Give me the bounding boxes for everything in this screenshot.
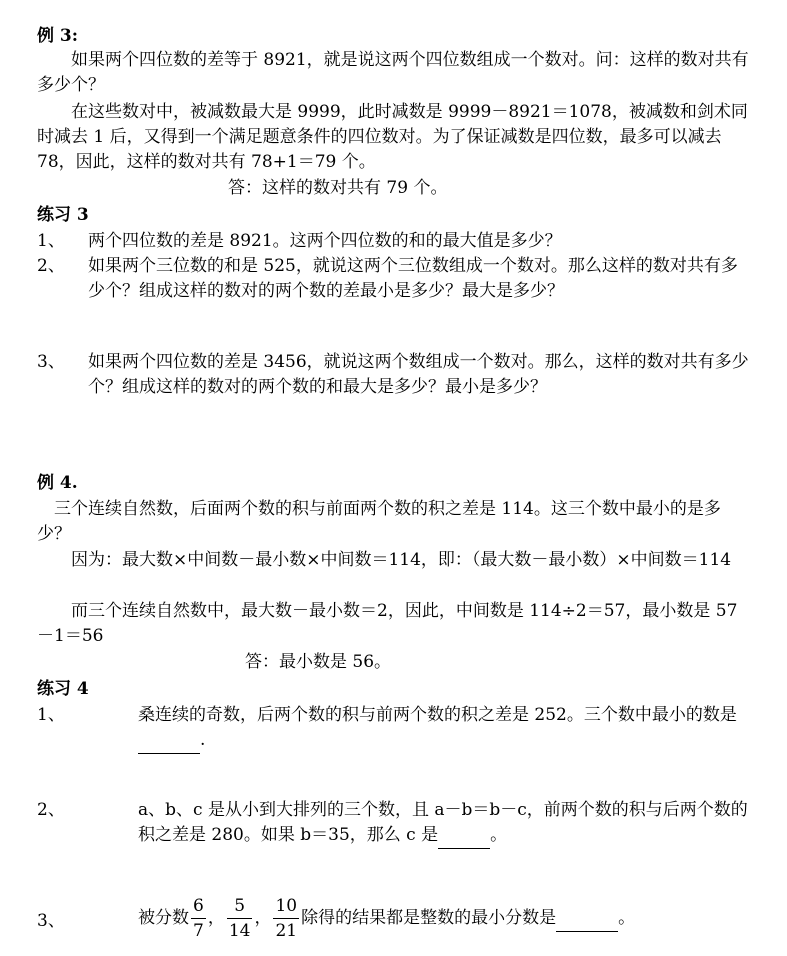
answer-blank[interactable] — [138, 728, 200, 754]
item-tail: 。 — [490, 825, 508, 845]
example-4-question: 三个连续自然数，后面两个数的积与前面两个数的积之差是 114。这三个数中最小的是多少？ — [37, 499, 721, 544]
separator: ， — [207, 908, 225, 928]
example-4-title: 例 4. — [37, 473, 78, 493]
item-suffix: 除得的结果都是整数的最小分数是 — [301, 908, 557, 928]
answer-blank[interactable] — [438, 823, 490, 849]
item-number: 2、 — [37, 256, 65, 276]
item-number: 3、 — [37, 352, 65, 372]
fraction-3 — [273, 894, 299, 943]
example-4-reason: 因为：最大数×中间数－最小数×中间数＝114，即：（最大数－最小数）×中间数＝114 — [71, 550, 732, 570]
practice-4-title: 练习 4 — [37, 679, 89, 699]
item-number: 1、 — [37, 231, 65, 251]
denominator: 14 — [228, 921, 251, 941]
example-3-title: 例 3: — [37, 26, 79, 46]
answer-blank[interactable] — [556, 906, 618, 932]
item-tail: 。 — [618, 908, 636, 928]
item-number: 2、 — [37, 800, 65, 820]
practice-4-item-3 — [37, 894, 750, 950]
numerator: 5 — [227, 894, 253, 919]
example-3-answer: 答：这样的数对共有 79 个。 — [228, 178, 448, 198]
example-4-solution: 而三个连续自然数中，最大数－最小数＝2，因此，中间数是 114÷2＝57，最小数是 57－1＝56 — [37, 601, 738, 646]
item-number: 3、 — [37, 911, 65, 931]
practice-3-item-2 — [37, 254, 750, 304]
denominator: 7 — [193, 921, 204, 941]
item-text: 如果两个四位数的差是 3456，就说这两个数组成一个数对。那么，这样的数对共有多少个？组成这样的数对的两个数的和最大是多少？最小是多少？ — [88, 352, 749, 397]
example-3-question: 如果两个四位数的差等于 8921，就是说这两个四位数组成一个数对。问：这样的数对共有多少个？ — [37, 50, 749, 95]
practice-4-item-2 — [37, 798, 750, 849]
numerator: 6 — [191, 894, 206, 919]
fraction-2 — [227, 894, 253, 943]
item-text: 两个四位数的差是 8921。这两个四位数的和的最大值是多少？ — [88, 231, 562, 251]
fraction-1 — [191, 894, 206, 943]
practice-3-item-3 — [37, 350, 750, 400]
item-body — [138, 703, 750, 754]
item-prefix: 被分数 — [138, 908, 189, 928]
example-3-solution: 在这些数对中，被减数最大是 9999，此时减数是 9999－8921＝1078，被减数和剑术同时减去 1 后，又得到一个满足题意条件的四位数对。为了保证减数是四位数，最多可以减去 78，因此，这样的数对共有 78+1＝79 个。 — [37, 102, 748, 172]
item-text: 如果两个三位数的和是 525，就说这两个三位数组成一个数对。那么这样的数对共有多少个？组成这样的数对的两个数的差最小是多少？最大是多少？ — [88, 256, 738, 301]
item-tail: . — [200, 730, 206, 750]
item-text: 桑连续的奇数，后两个数的积与前两个数的积之差是 252。三个数中最小的数是 — [138, 705, 737, 725]
separator: ， — [254, 908, 272, 928]
item-body — [138, 894, 750, 943]
item-body — [138, 798, 750, 849]
denominator: 21 — [275, 921, 298, 941]
practice-3-item-1 — [37, 229, 750, 254]
item-number: 1、 — [37, 705, 65, 725]
practice-4-item-1 — [37, 703, 750, 754]
practice-3-title: 练习 3 — [37, 205, 89, 225]
item-text: a、b、c 是从小到大排列的三个数，且 a－b＝b－c，前两个数的积与后两个数的积之差是 280。如果 b＝35，那么 c 是 — [138, 800, 748, 845]
numerator: 10 — [273, 894, 299, 919]
example-4-answer: 答：最小数是 56。 — [245, 652, 392, 672]
